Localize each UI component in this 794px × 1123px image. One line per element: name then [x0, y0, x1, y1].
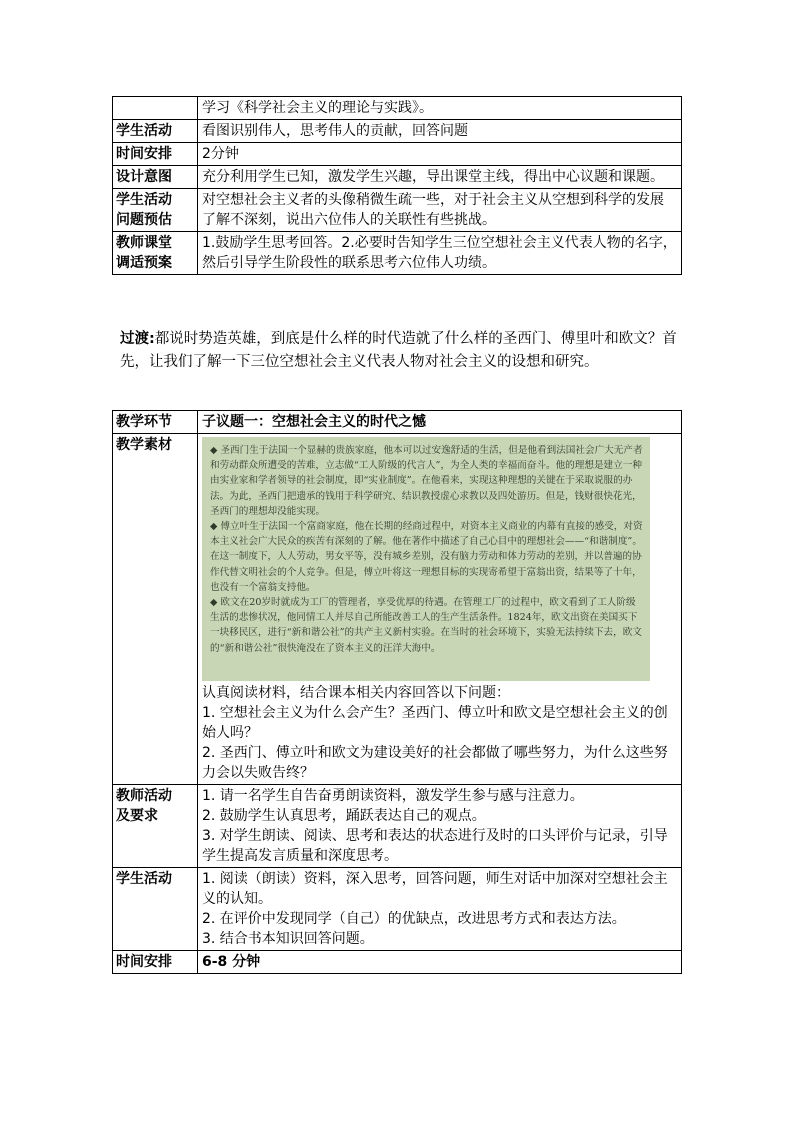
row-value: 学习《科学社会主义的理论与实践》。: [198, 97, 682, 120]
row-key: 教学素材: [113, 434, 198, 785]
table-row: [113, 868, 682, 951]
table-row: [113, 97, 682, 120]
row-value: 2分钟: [198, 143, 682, 166]
list-item: 1. 请一名学生自告奋勇朗读资料，激发学生参与感与注意力。: [202, 788, 584, 804]
row-key: 时间安排: [113, 143, 198, 166]
row-key: 时间安排: [113, 951, 198, 974]
table-row: [113, 434, 682, 785]
question-item: 1. 空想社会主义为什么会产生？圣西门、傅立叶和欧文是空想社会主义的创始人吗？: [202, 705, 668, 741]
transition-paragraph: [120, 328, 680, 374]
transition-text: 都说时势造英雄，到底是什么样的时代造就了什么样的圣西门、傅里叶和欧文？首先，让我们了解一下三位空想社会主义代表人物对社会主义的设想和研究。: [120, 331, 677, 370]
instruction-text: 认真阅读材料，结合课本相关内容回答以下问题：: [202, 685, 510, 701]
list-item: 3. 结合书本知识回答问题。: [202, 931, 374, 947]
list-item: 2. 在评价中发现同学（自己）的优缺点，改进思考方式和表达方法。: [202, 911, 626, 927]
row-key: 教学环节: [113, 411, 198, 434]
list-item: 1. 阅读（朗读）资料，深入思考，回答问题，师生对话中加深对空想社会主义的认知。: [202, 871, 668, 907]
row-value: 充分利用学生已知，激发学生兴趣，导出课堂主线，得出中心议题和课题。: [198, 166, 682, 189]
table-row: [113, 951, 682, 974]
table-row: [113, 143, 682, 166]
table-row: [113, 411, 682, 434]
row-key: 设计意图: [113, 166, 198, 189]
row-key: 学生活动: [113, 868, 198, 951]
lesson-plan-table-bottom: [112, 410, 682, 974]
question-item: 2. 圣西门、傅立叶和欧文为建设美好的社会都做了哪些努力，为什么这些努力会以失败告终？: [202, 745, 668, 781]
row-key: [113, 97, 198, 120]
time-value: 6-8 分钟: [198, 951, 682, 974]
row-value: 对空想社会主义者的头像稍微生疏一些，对于社会主义从空想到科学的发展了解不深刻，说出六位伟人的关联性有些挑战。: [198, 189, 682, 232]
row-value: 看图识别伟人，思考伟人的贡献，回答问题: [198, 120, 682, 143]
list-item: 3. 对学生朗读、阅读、思考和表达的状态进行及时的口头评价与记录，引导学生提高发言质量和深度思考。: [202, 828, 668, 864]
table-row: [113, 120, 682, 143]
material-photo: [202, 437, 650, 681]
material-photo-text: ◆ 圣西门生于法国一个显赫的贵族家庭，他本可以过安逸舒适的生活，但是他看到法国社会广大无产者和劳动群众所遭受的苦难，立志做“工人阶级的代言人”，为全人类的幸福而奋斗。他的理想是建立一种由实业家和学者领导的社会制度，即“实业制度”。在他看来，实现这种理想的关键在于采取说服的办法。为此，圣西门把遗承的钱用于科学研究、结识教授虚心求教以及四处游历。但是，钱财很快花光，圣西门的理想却没能实现。 ◆ 傅立叶生于法国一个富商家庭，他在长期的经商过程中，对资本主义商业的内幕有直接的感受，对资本主义社会广大民众的疾苦有深刻的了解。他在著作中描述了自己心目中的理想社会——“和谐制度”。在这一制度下，人人劳动，男女平等，没有城乡差别，没有脑力劳动和体力劳动的差别，并以普遍的协作代替文明社会的个人竞争。但是，傅立叶将这一理想目标的实现寄希望于富翁出资，结果等了十年，也没有一个富翁支持他。 ◆ 欧文在20岁时就成为工厂的管理者，享受优厚的待遇。在管理工厂的过程中，欧文看到了工人阶级生活的悲惨状况，他同情工人并尽自己所能改善工人的生产生活条件。1824年，欧文出资在美国买下一块移民区，进行“新和谐公社”的共产主义新村实验。在当时的社会环境下，实验无法持续下去，欧文的“新和谐公社”很快淹没在了资本主义的汪洋大海中。: [210, 445, 643, 654]
teacher-cell: [198, 785, 682, 868]
table-row: [113, 232, 682, 275]
row-key: 教师活动 及要求: [113, 785, 198, 868]
subtopic-title: 子议题一：空想社会主义的时代之憾: [198, 411, 682, 434]
row-key: 学生活动: [113, 120, 198, 143]
table-row: [113, 785, 682, 868]
table-row: [113, 166, 682, 189]
student-cell: [198, 868, 682, 951]
table-row: [113, 189, 682, 232]
row-key: 学生活动 问题预估: [113, 189, 198, 232]
row-key: 教师课堂 调适预案: [113, 232, 198, 275]
list-item: 2. 鼓励学生认真思考，踊跃表达自己的观点。: [202, 808, 486, 824]
transition-label: 过渡:: [120, 331, 155, 347]
lesson-plan-table-top: [112, 96, 682, 275]
row-value: 1.鼓励学生思考回答。2.必要时告知学生三位空想社会主义代表人物的名字，然后引导学生阶段性的联系思考六位伟人功绩。: [198, 232, 682, 275]
material-cell: [198, 434, 682, 785]
